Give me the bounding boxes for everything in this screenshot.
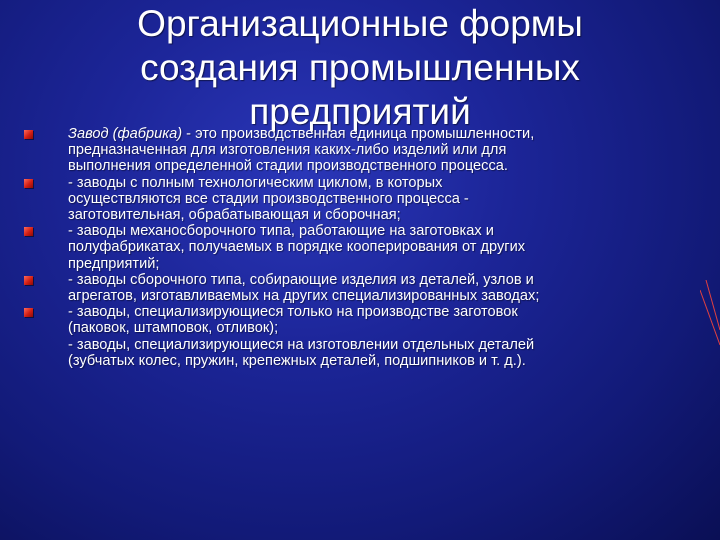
text-line: - заводы механосборочного типа, работающие на заготовках и [68, 223, 494, 240]
text-line: - заводы, специализирующиеся на изготовлении отдельных деталей [68, 336, 535, 353]
bullet-square-icon [24, 227, 33, 236]
text-line: осуществляются все стадии производственного процесса - [68, 190, 469, 207]
bullet-item-4 [24, 272, 664, 304]
decorative-line [706, 280, 720, 330]
bullet-square-icon [24, 308, 33, 317]
bullet-item-1 [24, 126, 664, 175]
text-line: - заводы, специализирующиеся только на производстве заготовок [68, 304, 518, 321]
bullet-square-icon [24, 130, 33, 139]
text-line [68, 126, 664, 142]
text-line: полуфабрикатах, получаемых в порядке кооперирования от других [68, 239, 526, 256]
bullet-item-2 [24, 175, 664, 224]
text-line: выполнения определенной стадии производственного процесса. [68, 158, 508, 175]
text-fragment: - это производственная единица промышленности, [182, 126, 535, 142]
text-line: (паковок, штамповок, отливок); [68, 320, 279, 337]
bullet-item-5 [24, 304, 664, 369]
text-line: агрегатов, изготавливаемых на других специализированных заводах; [68, 288, 540, 305]
bullet-square-icon [24, 179, 33, 188]
bullet-list [24, 126, 664, 369]
decorative-lines-icon [700, 280, 720, 350]
text-line: - заводы сборочного типа, собирающие изделия из деталей, узлов и [68, 271, 534, 288]
text-line: предназначенная для изготовления каких-либо изделий или для [68, 142, 507, 159]
text-line: (зубчатых колес, пружин, крепежных деталей, подшипников и т. д.). [68, 352, 526, 369]
bullet-item-3 [24, 223, 664, 272]
bullet-square-icon [24, 276, 33, 285]
term-emphasis: Завод (фабрика) [68, 126, 183, 142]
text-line: заготовительная, обрабатывающая и сборочная; [68, 207, 401, 224]
slide-title: Организационные формы создания промышленных предприятий [137, 3, 583, 132]
text-line: предприятий; [68, 255, 160, 272]
text-line: - заводы с полным технологическим циклом, в которых [68, 174, 443, 191]
